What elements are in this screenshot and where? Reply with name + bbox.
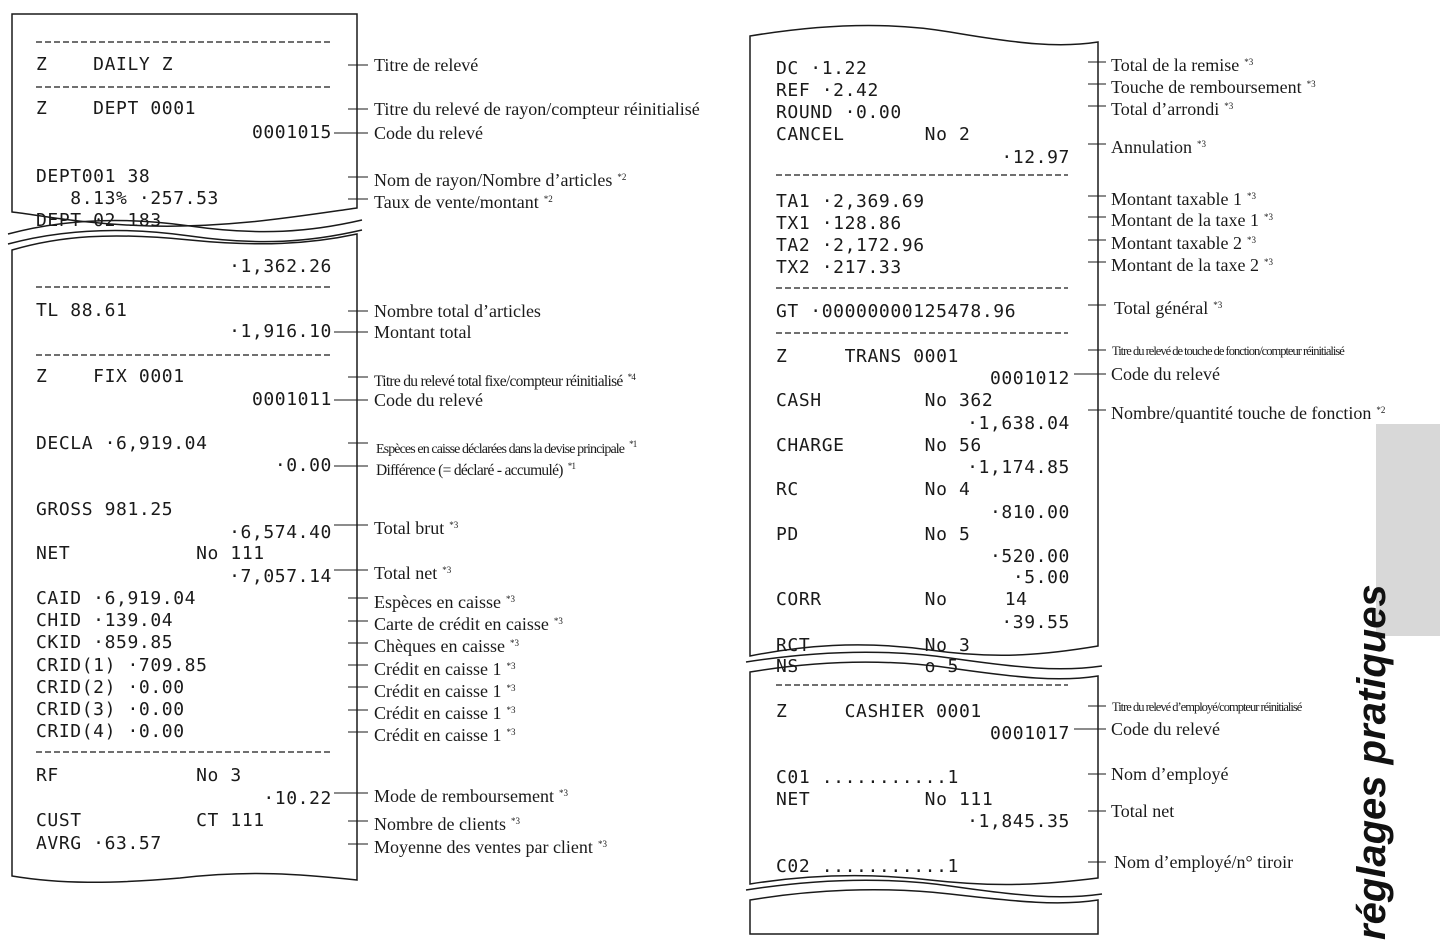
annotation-label: Nom d’employé/n° tiroir	[1114, 852, 1294, 872]
annotation-label: Montant de la taxe 2 $^{*3}$	[1111, 255, 1273, 275]
receipt-line: TX2 ·217.33	[776, 257, 902, 278]
annotation-label: Taux de vente/montant $^{*2}$	[374, 192, 553, 212]
receipt-amount: ·520.00	[989, 546, 1070, 567]
receipt-line: DECLA ·6,919.04	[36, 433, 208, 454]
annotation-label: Total brut $^{*3}$	[374, 518, 459, 538]
receipt-line: TA1 ·2,369.69	[776, 191, 925, 212]
receipt-line: CORR No 14	[776, 589, 1028, 610]
annotation-label: Total de la remise $^{*3}$	[1111, 55, 1254, 75]
receipt-line: 8.13% ·257.53	[36, 188, 219, 209]
annotation-label: Titre du relevé total fixe/compteur réinitialisé $^{*4}$	[374, 372, 636, 390]
receipt-amount: ·1,362.26	[229, 256, 332, 277]
annotation-label: Différence (= déclaré - accumulé) $^{*1}$	[376, 461, 576, 479]
receipt-line: Z CASHIER 0001	[776, 701, 982, 722]
annotation-label: Crédit en caisse 1 $^{*3}$	[374, 703, 516, 723]
annotation-label: Titre du relevé de touche de fonction/compteur réinitialisé	[1112, 344, 1344, 358]
receipt-code: 0001015	[251, 122, 332, 143]
receipt-amount: ·5.00	[1012, 567, 1070, 588]
annotation-label: Montant de la taxe 1 $^{*3}$	[1111, 210, 1273, 230]
receipt-line: DC ·1.22	[776, 58, 868, 79]
receipt-line: Z DEPT 0001	[36, 98, 197, 119]
annotation-label: Espèces en caisse $^{*3}$	[374, 592, 515, 612]
receipt-line: NET No 111	[776, 789, 994, 810]
receipt-line: Z TRANS 0001	[776, 346, 959, 367]
annotation-label: Code du relevé	[374, 123, 483, 143]
receipt-line: CKID ·859.85	[36, 632, 174, 653]
annotation-label: Crédit en caisse 1 $^{*3}$	[374, 659, 516, 679]
annotation-label: Total net $^{*3}$	[374, 563, 452, 583]
annotation-label: Carte de crédit en caisse $^{*3}$	[374, 614, 563, 634]
receipt-line: PD No 5	[776, 524, 971, 545]
annotation-label: Montant taxable 2 $^{*3}$	[1111, 233, 1256, 253]
annotation-label: Code du relevé	[1111, 719, 1220, 739]
annotation-label: Montant taxable 1 $^{*3}$	[1111, 189, 1256, 209]
receipt-line: CHID ·139.04	[36, 610, 174, 631]
receipt-line: RC No 4	[776, 479, 971, 500]
section-title: réglages pratiques	[1350, 584, 1394, 940]
receipt-line: CRID(3) ·0.00	[36, 699, 185, 720]
receipt-line: Z FIX 0001	[36, 366, 185, 387]
receipt-line: GROSS 981.25	[36, 499, 174, 520]
receipt-line: C02 ...........1	[776, 856, 959, 877]
annotation-label: Touche de remboursement $^{*3}$	[1111, 77, 1316, 97]
receipt-line: CAID ·6,919.04	[36, 588, 197, 609]
annotation-label: Mode de remboursement $^{*3}$	[374, 786, 568, 806]
receipt-line: C01 ...........1	[776, 767, 959, 788]
annotation-label: Annulation $^{*3}$	[1111, 137, 1206, 157]
receipt-amount: ·39.55	[1001, 612, 1070, 633]
receipt-line: CHARGE No 56	[776, 435, 982, 456]
annotation-label: Moyenne des ventes par client $^{*3}$	[374, 837, 607, 857]
receipt-line: CRID(4) ·0.00	[36, 721, 185, 742]
receipt-line: TA2 ·2,172.96	[776, 235, 925, 256]
receipt-amount: ·6,574.40	[229, 522, 332, 543]
annotation-label: Total général $^{*3}$	[1114, 298, 1223, 318]
annotation-label: Montant total	[374, 322, 472, 342]
annotation-label: Nombre total d’articles	[374, 301, 541, 321]
receipt-amount: ·1,916.10	[229, 321, 332, 342]
receipt-line: REF ·2.42	[776, 80, 879, 101]
receipt-amount: ·7,057.14	[229, 566, 332, 587]
annotation-label: Crédit en caisse 1 $^{*3}$	[374, 725, 516, 745]
receipt-code: 0001012	[989, 368, 1070, 389]
annotation-label: Titre du relevé de rayon/compteur réinitialisé	[374, 99, 700, 119]
receipt-line: DEPT001 38	[36, 166, 151, 187]
annotation-label: Nom de rayon/Nombre d’articles $^{*2}$	[374, 170, 627, 190]
receipt-line: CRID(1) ·709.85	[36, 655, 208, 676]
annotation-label: Nombre/quantité touche de fonction $^{*2}$	[1111, 403, 1386, 423]
receipt-code: 0001017	[989, 723, 1070, 744]
receipt-line: RF No 3	[36, 765, 242, 786]
receipt-line: RCT No 3	[776, 635, 971, 656]
annotation-label: Chèques en caisse $^{*3}$	[374, 636, 519, 656]
receipt-line: AVRG ·63.57	[36, 833, 162, 854]
annotation-label: Total d’arrondi $^{*3}$	[1111, 99, 1234, 119]
receipt-line: ROUND ·0.00	[776, 102, 902, 123]
receipt-line: NS o 5	[776, 656, 959, 677]
receipt-line: Z DAILY Z	[36, 54, 174, 75]
annotation-label: Nombre de clients $^{*3}$	[374, 814, 520, 834]
receipt-amount: ·1,845.35	[967, 811, 1070, 832]
annotation-label: Code du relevé	[374, 390, 483, 410]
receipt-line: NET No 111	[36, 543, 265, 564]
receipt-amount: ·1,174.85	[967, 457, 1070, 478]
receipt-line: TL 88.61	[36, 300, 128, 321]
annotation-label: Titre de relevé	[374, 55, 479, 75]
receipt-amount: ·10.22	[263, 788, 332, 809]
receipt-amount: ·12.97	[1001, 147, 1070, 168]
receipt-code: 0001011	[251, 389, 332, 410]
receipt-amount: ·810.00	[989, 502, 1070, 523]
annotation-label: Titre du relevé d’employé/compteur réinitialisé	[1112, 700, 1302, 714]
receipt-amount: ·0.00	[274, 455, 332, 476]
receipt-line: CRID(2) ·0.00	[36, 677, 185, 698]
receipt-line: TX1 ·128.86	[776, 213, 902, 234]
annotation-label: Crédit en caisse 1 $^{*3}$	[374, 681, 516, 701]
receipt-line: CANCEL No 2	[776, 124, 971, 145]
annotation-label: Nom d’employé	[1111, 764, 1229, 784]
annotation-label: Espèces en caisse déclarées dans la devise principale $^{*1}$	[376, 439, 637, 457]
annotation-label: Total net	[1111, 801, 1175, 821]
receipt-line: GT ·00000000125478.96	[776, 301, 1017, 322]
receipt-amount: ·1,638.04	[967, 413, 1070, 434]
receipt-line: DEPT 02 183	[36, 210, 162, 231]
receipt-line: CASH No 362	[776, 390, 994, 411]
receipt-line: CUST CT 111	[36, 810, 265, 831]
annotation-label: Code du relevé	[1111, 364, 1220, 384]
